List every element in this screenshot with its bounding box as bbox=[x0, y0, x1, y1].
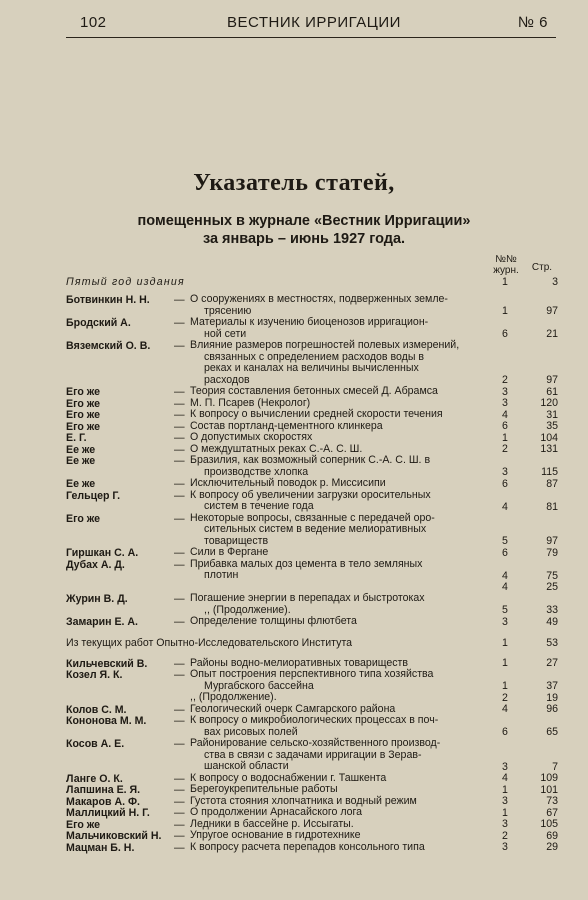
entry-author: Косов А. Е. bbox=[66, 738, 125, 750]
dash-separator: — bbox=[174, 340, 185, 352]
issue-ref: 4 bbox=[502, 581, 508, 593]
entry-title bbox=[190, 409, 486, 421]
column-header-issue bbox=[486, 254, 526, 276]
subtitle-line: помещенных в журнале «Вестник Ирригации» bbox=[137, 213, 471, 229]
entry-author: Его же bbox=[66, 397, 101, 410]
journal-name: ВЕСТНИК ИРРИГАЦИИ bbox=[227, 14, 401, 31]
entry-title-line: Исключительный поводок р. Миссисипи bbox=[190, 477, 386, 489]
entry-title-line: К вопросу об увеличении загрузки оросительных bbox=[190, 488, 431, 501]
issue-ref: 1 bbox=[502, 783, 508, 796]
list-item bbox=[66, 432, 558, 444]
entry-title-line: шанской области bbox=[204, 760, 289, 772]
list-item bbox=[66, 340, 558, 386]
issue-ref: 6 bbox=[502, 477, 508, 490]
entry-title-line: Определение толщины флютбета bbox=[190, 615, 357, 627]
entry-title bbox=[190, 842, 486, 854]
dash-separator: — bbox=[174, 409, 185, 421]
page-ref: 73 bbox=[546, 795, 558, 807]
entry-title-line: Бразилия, как возможный соперник С.-А. С. Ш. в bbox=[190, 454, 431, 466]
entry-title bbox=[190, 830, 486, 842]
page-ref: 21 bbox=[546, 328, 558, 340]
page-ref: 3 bbox=[552, 276, 558, 288]
list-item bbox=[66, 421, 558, 433]
entry-title-line: К вопросу о микробиологических процессах в поч- bbox=[190, 714, 439, 726]
page-ref: 33 bbox=[546, 604, 558, 616]
entry-title-line: трясению bbox=[204, 304, 252, 317]
list-item bbox=[66, 669, 558, 692]
subtitle-line: за январь – июнь 1927 года. bbox=[202, 231, 406, 247]
dash-separator: — bbox=[174, 784, 185, 796]
entry-title bbox=[190, 807, 486, 819]
entry-author: Кильчевский В. bbox=[66, 657, 148, 670]
page-ref: 131 bbox=[540, 443, 558, 455]
entry-title-line: К вопросу расчета перепадов консольного типа bbox=[190, 840, 425, 853]
entry-title-line: товариществ bbox=[204, 534, 269, 547]
section-label: Пятый год издания bbox=[66, 276, 185, 288]
entry-title-line: Упругое основание в гидротехнике bbox=[190, 829, 361, 841]
entry-author: Ланге О. К. bbox=[66, 772, 123, 785]
entry-title-line: ,, (Продолжение). bbox=[204, 603, 291, 616]
entry-title-line: ,, (Продолжение). bbox=[190, 691, 277, 703]
running-head bbox=[80, 14, 548, 36]
dash-separator: — bbox=[174, 807, 185, 819]
list-item bbox=[66, 478, 558, 490]
entry-author: Ее же bbox=[66, 455, 96, 467]
dash-separator: — bbox=[174, 489, 185, 502]
issue-ref: 4 bbox=[502, 569, 508, 582]
entry-author: Его же bbox=[66, 420, 101, 433]
dash-separator: — bbox=[174, 558, 185, 571]
entry-title-line: Районы водно-мелиоративных товариществ bbox=[190, 656, 409, 669]
page-ref: 61 bbox=[546, 385, 558, 398]
entry-title-line: О междуштатных реках С.-А. С. Ш. bbox=[190, 442, 363, 455]
issue-ref: 2 bbox=[502, 443, 508, 455]
list-item bbox=[66, 830, 558, 842]
entry-title bbox=[190, 432, 486, 444]
issue-ref: 3 bbox=[502, 397, 508, 409]
entry-title-line: расходов bbox=[204, 373, 250, 386]
page-ref: 79 bbox=[546, 546, 558, 559]
page-ref: 101 bbox=[540, 783, 558, 796]
entry-author: Гельцер Г. bbox=[66, 489, 121, 502]
list-item bbox=[66, 738, 558, 773]
dash-separator: — bbox=[174, 616, 185, 628]
page-ref: 31 bbox=[546, 408, 558, 421]
page-ref: 109 bbox=[540, 772, 558, 784]
list-item bbox=[66, 616, 558, 628]
page-number: 102 bbox=[80, 14, 107, 31]
entry-title-line: ства в связи с задачами ирригации в Зерав- bbox=[204, 748, 422, 761]
entry-author: Ее же bbox=[66, 478, 96, 490]
entry-title-line: Теория составления бетонных смесей Д. Абрамса bbox=[190, 385, 438, 397]
entry-author: Ее же bbox=[66, 443, 96, 456]
list-item bbox=[66, 513, 558, 548]
entry-title-line: Сили в Фергане bbox=[190, 546, 269, 558]
issue-ref: 1 bbox=[502, 680, 508, 692]
entry-title-line: производстве хлопка bbox=[204, 465, 309, 478]
entry-title-line: ной сети bbox=[204, 327, 247, 340]
entry-author: Его же bbox=[66, 409, 101, 421]
issue-number: № 6 bbox=[517, 14, 548, 31]
list-item bbox=[66, 593, 558, 616]
issue-ref: 3 bbox=[502, 841, 508, 853]
dash-separator: — bbox=[174, 715, 185, 727]
entry-title-line: Состав портланд-цементного клинкера bbox=[190, 419, 383, 432]
list-item bbox=[66, 490, 558, 513]
entry-author: Его же bbox=[66, 386, 101, 398]
dash-separator: — bbox=[174, 818, 185, 831]
entry-title-line: К вопросу о водоснабжении г. Ташкента bbox=[190, 771, 387, 784]
dash-separator: — bbox=[174, 795, 185, 808]
page-ref: 49 bbox=[546, 615, 558, 628]
page-ref: 97 bbox=[546, 374, 558, 386]
entry-author: Лапшина Е. Я. bbox=[66, 784, 141, 796]
dash-separator: — bbox=[174, 512, 185, 525]
entry-title-line: Опыт построения перспективного типа хозяйства bbox=[190, 668, 434, 680]
issue-ref: 2 bbox=[502, 829, 508, 842]
institute-line bbox=[66, 636, 558, 650]
entry-title-line: Берегоукрепительные работы bbox=[190, 783, 338, 795]
column-header-issue-line: журн. bbox=[493, 265, 519, 276]
issue-ref: 3 bbox=[502, 385, 508, 398]
entry-author: Колов С. М. bbox=[66, 703, 127, 716]
list-item bbox=[66, 455, 558, 478]
entry-title-line: Районирование сельско-хозяйственного производ- bbox=[190, 737, 441, 749]
entry-author: Вяземский О. В. bbox=[66, 340, 151, 352]
column-header-issue-line: №№ bbox=[495, 254, 517, 265]
table-of-contents bbox=[66, 276, 558, 853]
issue-ref: 3 bbox=[502, 615, 508, 628]
entry-title-line: Густота стояния хлопчатника и водный режим bbox=[190, 794, 417, 807]
entry-author: Его же bbox=[66, 818, 101, 831]
entry-title bbox=[190, 386, 486, 398]
entry-title-line: плотин bbox=[204, 569, 239, 581]
dash-separator: — bbox=[174, 397, 185, 410]
list-item bbox=[66, 547, 558, 559]
page-ref: 96 bbox=[546, 703, 558, 715]
dash-separator: — bbox=[174, 703, 185, 716]
issue-ref: 1 bbox=[502, 806, 508, 819]
list-item bbox=[66, 784, 558, 796]
entry-title bbox=[190, 478, 486, 490]
issue-ref: 1 bbox=[502, 276, 508, 288]
dash-separator: — bbox=[174, 738, 185, 750]
entry-title bbox=[190, 490, 486, 513]
issue-ref: 1 bbox=[502, 305, 508, 317]
entry-title bbox=[190, 455, 486, 478]
entry-author: Мальчиковский Н. bbox=[66, 830, 162, 842]
entry-title-line: вах рисовых полей bbox=[204, 725, 298, 738]
entry-title bbox=[190, 547, 486, 559]
page-ref: 105 bbox=[540, 818, 558, 830]
entry-title bbox=[190, 669, 486, 692]
issue-ref: 4 bbox=[502, 703, 508, 715]
page-ref: 67 bbox=[546, 806, 558, 819]
entry-title-line: К вопросу о вычислении средней скорости течения bbox=[190, 408, 443, 420]
entry-title bbox=[190, 784, 486, 796]
issue-ref: 2 bbox=[502, 691, 508, 704]
entry-title-line: О сооружениях в местностях, подверженных земле- bbox=[190, 293, 448, 305]
entry-list bbox=[66, 658, 558, 854]
list-item bbox=[66, 294, 558, 317]
page-ref: 29 bbox=[546, 841, 558, 853]
page-ref: 65 bbox=[546, 726, 558, 738]
entry-list bbox=[66, 294, 558, 628]
dash-separator: — bbox=[174, 772, 185, 785]
page-ref: 35 bbox=[546, 420, 558, 432]
dash-separator: — bbox=[174, 443, 185, 456]
issue-ref: 3 bbox=[502, 760, 508, 773]
entry-title bbox=[190, 317, 486, 340]
issue-ref: 1 bbox=[502, 431, 508, 444]
entry-author: Мацман Б. Н. bbox=[66, 841, 135, 854]
dash-separator: — bbox=[174, 830, 185, 842]
entry-title-line: систем в течение года bbox=[204, 500, 314, 512]
list-item bbox=[66, 559, 558, 582]
dash-separator: — bbox=[174, 386, 185, 398]
page-ref: 27 bbox=[546, 657, 558, 669]
page-ref: 87 bbox=[546, 477, 558, 490]
page-ref: 37 bbox=[546, 680, 558, 692]
page-ref: 19 bbox=[546, 691, 558, 704]
entry-author: Бродский А. bbox=[66, 317, 131, 329]
issue-ref: 4 bbox=[502, 500, 508, 513]
page-ref: 104 bbox=[540, 431, 558, 444]
page-title: Указатель статей, bbox=[193, 170, 395, 196]
entry-author: Макаров А. Ф. bbox=[66, 795, 140, 808]
issue-ref: 6 bbox=[502, 546, 508, 559]
entry-title-line: Геологический очерк Самгарского района bbox=[190, 702, 396, 715]
issue-ref: 6 bbox=[502, 726, 508, 738]
entry-title bbox=[190, 593, 486, 616]
entry-title-line: Влияние размеров погрешностей полевых измерений, bbox=[190, 339, 460, 351]
page-ref: 97 bbox=[546, 305, 558, 317]
issue-ref: 5 bbox=[502, 535, 508, 547]
page-ref: 97 bbox=[546, 535, 558, 547]
entry-author: Его же bbox=[66, 512, 101, 525]
list-item bbox=[66, 317, 558, 340]
list-item bbox=[66, 386, 558, 398]
entry-author: Маллицкий Н. Г. bbox=[66, 807, 150, 819]
entry-title bbox=[190, 692, 486, 704]
issue-ref: 5 bbox=[502, 604, 508, 616]
entry-author: Журин В. Д. bbox=[66, 593, 128, 605]
header-rule bbox=[66, 37, 556, 38]
issue-ref: 2 bbox=[502, 374, 508, 386]
page-ref: 81 bbox=[546, 500, 558, 513]
dash-separator: — bbox=[174, 547, 185, 559]
page-ref: 53 bbox=[546, 636, 558, 649]
issue-ref: 4 bbox=[502, 772, 508, 784]
page-ref: 120 bbox=[540, 397, 558, 409]
entry-title-line: Прибавка малых доз цемента в тело земляных bbox=[190, 557, 423, 570]
dash-separator: — bbox=[174, 593, 185, 605]
entry-title bbox=[190, 559, 486, 582]
entry-title-line: Материалы к изучению биоценозов ирригацион- bbox=[190, 316, 429, 328]
entry-title-line: Некоторые вопросы, связанные с передачей оро- bbox=[190, 511, 435, 524]
issue-ref: 1 bbox=[502, 636, 508, 649]
entry-title-line: Ледники в бассейне р. Иссыгаты. bbox=[190, 817, 354, 830]
section-heading bbox=[66, 276, 558, 288]
entry-author: Гиршкан С. А. bbox=[66, 547, 139, 559]
entry-title bbox=[190, 340, 486, 386]
issue-ref: 6 bbox=[502, 420, 508, 432]
page-subtitle bbox=[60, 212, 548, 248]
entry-title-line: реках и каналах на величины вычисленных bbox=[204, 362, 419, 374]
entry-title-line: сительных систем в ведение мелиоративных bbox=[204, 523, 427, 535]
dash-separator: — bbox=[174, 317, 185, 329]
page-ref: 75 bbox=[546, 569, 558, 582]
entry-title bbox=[190, 616, 486, 628]
list-item bbox=[66, 409, 558, 421]
entry-title bbox=[190, 715, 486, 738]
issue-ref: 3 bbox=[502, 818, 508, 830]
list-item bbox=[66, 715, 558, 738]
entry-author: Кононова М. М. bbox=[66, 715, 147, 727]
dash-separator: — bbox=[174, 420, 185, 433]
list-item bbox=[66, 842, 558, 854]
entry-title bbox=[190, 294, 486, 317]
page-ref: 7 bbox=[552, 760, 558, 773]
dash-separator: — bbox=[174, 455, 185, 467]
issue-ref: 3 bbox=[502, 795, 508, 807]
entry-title bbox=[190, 513, 486, 548]
issue-ref: 6 bbox=[502, 328, 508, 340]
issue-ref: 4 bbox=[502, 408, 508, 421]
entry-title-line: Мургабского бассейна bbox=[204, 679, 314, 692]
entry-title-line: связанных с определением расходов воды в bbox=[204, 350, 425, 363]
institute-text: Из текущих работ Опытно-Исследовательского Института bbox=[66, 636, 353, 649]
list-item bbox=[66, 807, 558, 819]
entry-title-line: О допустимых скоростях bbox=[190, 431, 313, 443]
entry-author: Е. Г. bbox=[66, 432, 87, 444]
issue-ref: 3 bbox=[502, 466, 508, 478]
page-ref: 25 bbox=[546, 581, 558, 593]
dash-separator: — bbox=[174, 478, 185, 490]
dash-separator: — bbox=[174, 841, 185, 854]
entry-author: Дубах А. Д. bbox=[66, 558, 125, 571]
dash-separator: — bbox=[174, 294, 185, 306]
entry-title bbox=[190, 738, 486, 773]
page-ref: 115 bbox=[541, 466, 558, 478]
issue-ref: 1 bbox=[502, 657, 508, 669]
entry-title-line: Погашение энергии в перепадах и быстротоках bbox=[190, 592, 425, 604]
dash-separator: — bbox=[174, 657, 185, 670]
list-item bbox=[66, 692, 558, 704]
entry-author: Ботвинкин Н. Н. bbox=[66, 294, 150, 306]
entry-title-line: О продолжении Арнасайского лога bbox=[190, 806, 363, 818]
dash-separator: — bbox=[174, 432, 185, 444]
entry-author: Козел Я. К. bbox=[66, 669, 123, 681]
entry-author: Замарин Е. А. bbox=[66, 616, 138, 628]
page-ref: 69 bbox=[546, 829, 558, 842]
entry-title-line: М. П. Псарев (Некролог) bbox=[190, 396, 311, 409]
column-header-page: Стр. bbox=[531, 262, 553, 273]
dash-separator: — bbox=[174, 669, 185, 681]
